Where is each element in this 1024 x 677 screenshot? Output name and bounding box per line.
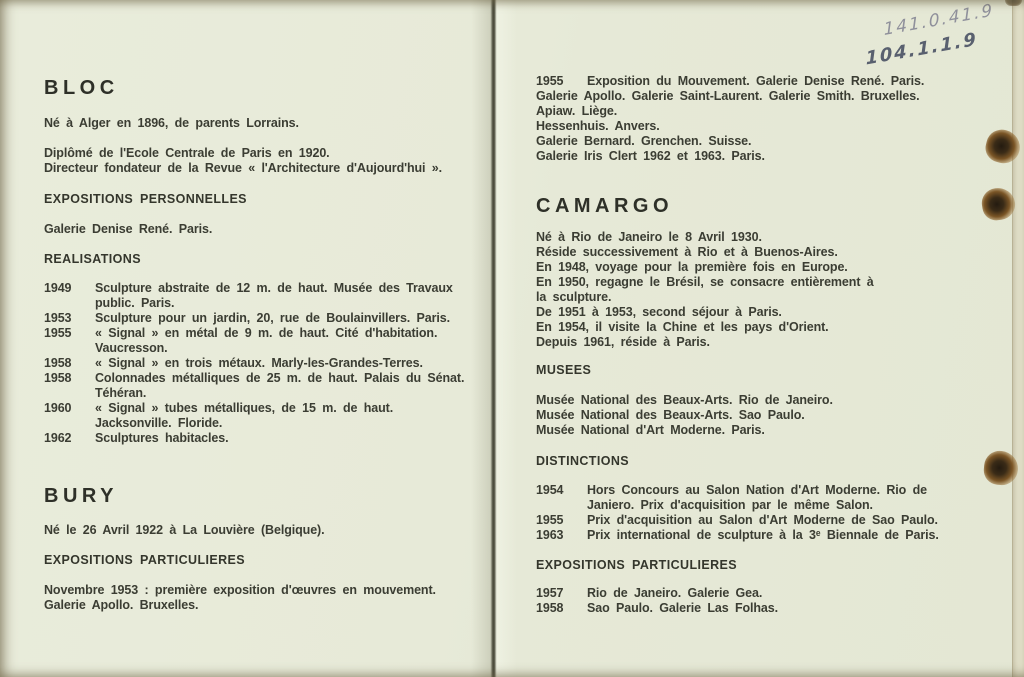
bloc-bio-paragraph (44, 146, 484, 176)
entry-year: 1949 (44, 281, 72, 295)
year-entry (536, 586, 1006, 601)
entry-text: « Signal » tubes métalliques, de 15 m. de haut. Jacksonville. Floride. (95, 401, 394, 430)
entry-year: 1955 (536, 74, 564, 88)
camargo-expositions-list (536, 586, 1006, 616)
entry-year: 1955 (536, 513, 564, 527)
entry-text: Prix international de sculpture à la 3ᵉ Biennale de Paris. (587, 528, 939, 542)
bloc-expositions-line: Galerie Denise René. Paris. (44, 222, 213, 236)
entry-text: Prix d'acquisition au Salon d'Art Moderne de Sao Paulo. (587, 513, 938, 527)
text-line: Galerie Bernard. Grenchen. Suisse. (536, 134, 752, 148)
year-entry (536, 601, 1006, 616)
entry-text: Hors Concours au Salon Nation d'Art Moderne. Rio de Janiero. Prix d'acquisition par le même Salon. (587, 483, 927, 512)
section-heading-distinctions: DISTINCTIONS (536, 454, 629, 468)
entry-year: 1960 (44, 401, 72, 415)
entry-year: 1953 (44, 311, 72, 325)
bury-expositions-continued (536, 74, 1006, 164)
handwritten-catalog-numbers (864, 0, 996, 72)
artist-heading-bury: BURY (44, 485, 118, 507)
camargo-musees-list: Musée National des Beaux-Arts. Rio de Janeiro. Musée National des Beaux-Arts. Sao Paulo. Musée National d'Art Moderne. Paris. (536, 393, 833, 437)
entry-text: Rio de Janeiro. Galerie Gea. (587, 586, 763, 600)
section-heading-expositions-particulieres-left: EXPOSITIONS PARTICULIERES (44, 553, 245, 567)
year-entry (536, 513, 1006, 528)
entry-year: 1962 (44, 431, 72, 445)
section-heading-musees: MUSEES (536, 363, 592, 377)
handwritten-number-2: 104.1.1.9 (865, 28, 979, 70)
entry-year: 1955 (44, 326, 72, 340)
entry-text: Sculpture abstraite de 12 m. de haut. Musée des Travaux public. Paris. (95, 281, 453, 310)
camargo-bio-paragraph: Né à Rio de Janeiro le 8 Avril 1930. Réside successivement à Rio et à Buenos-Aires. En 1948, voyage pour la première fois en Europe. En 1950, regagne le Brésil, se consacre entièrement à la sculpture. De 1951 à 1953, second séjour à Paris. En 1954, il visite la Chine et les pays d'Orient. Depuis 1961, réside à Paris. (536, 230, 874, 349)
page-stack-edge (1012, 0, 1024, 677)
entry-text: Sculptures habitacles. (95, 431, 229, 445)
entry-year: 1958 (44, 356, 72, 370)
camargo-distinctions-list (536, 483, 1006, 543)
text-line: Diplômé de l'Ecole Centrale de Paris en 1920. (44, 146, 330, 160)
artist-heading-bloc: BLOC (44, 77, 119, 99)
text-line: Galerie Apollo. Galerie Saint-Laurent. Galerie Smith. Bruxelles. (536, 89, 920, 103)
text-line: Hessenhuis. Anvers. (536, 119, 660, 133)
entry-text: « Signal » en trois métaux. Marly-les-Grandes-Terres. (95, 356, 423, 370)
text-line: Directeur fondateur de la Revue « l'Architecture d'Aujourd'hui ». (44, 161, 443, 175)
year-entry (44, 431, 484, 446)
bloc-birth-line: Né à Alger en 1896, de parents Lorrains. (44, 116, 299, 130)
year-entry (536, 483, 1006, 513)
entry-text: Exposition du Mouvement. Galerie Denise René. Paris. (587, 74, 925, 88)
entry-year: 1954 (536, 483, 564, 497)
year-entry (536, 528, 1006, 543)
text-line: Galerie Iris Clert 1962 et 1963. Paris. (536, 149, 765, 163)
bloc-realisations-list (44, 281, 484, 446)
section-heading-expositions-particulieres-right: EXPOSITIONS PARTICULIERES (536, 558, 737, 572)
year-entry (536, 74, 1006, 89)
year-entry (44, 281, 484, 311)
entry-text: Colonnades métalliques de 25 m. de haut. Palais du Sénat. Téhéran. (95, 371, 465, 400)
year-entry (44, 356, 484, 371)
year-entry (44, 326, 484, 356)
entry-text: Sculpture pour un jardin, 20, rue de Boulainvillers. Paris. (95, 311, 450, 325)
handwritten-number-1: 141.0.41.9 (883, 0, 995, 40)
entry-text: « Signal » en métal de 9 m. de haut. Cité d'habitation. Vaucresson. (95, 326, 438, 355)
entry-year: 1958 (44, 371, 72, 385)
year-entry (44, 311, 484, 326)
entry-year: 1963 (536, 528, 564, 542)
text-line: Apiaw. Liège. (536, 104, 618, 118)
section-heading-realisations: REALISATIONS (44, 252, 141, 266)
entry-year: 1958 (536, 601, 564, 615)
section-heading-expositions-personnelles: EXPOSITIONS PERSONNELLES (44, 192, 247, 206)
left-page-column (44, 70, 484, 613)
year-entry (44, 401, 484, 431)
right-page-column (536, 74, 1006, 616)
entry-year: 1957 (536, 586, 564, 600)
entry-text: Sao Paulo. Galerie Las Folhas. (587, 601, 779, 615)
year-entry (44, 371, 484, 401)
artist-heading-camargo: CAMARGO (536, 195, 674, 217)
bury-expositions-paragraph: Novembre 1953 : première exposition d'œuvres en mouvement. Galerie Apollo. Bruxelles. (44, 583, 436, 612)
bury-birth-line: Né le 26 Avril 1922 à La Louvière (Belgique). (44, 523, 325, 537)
